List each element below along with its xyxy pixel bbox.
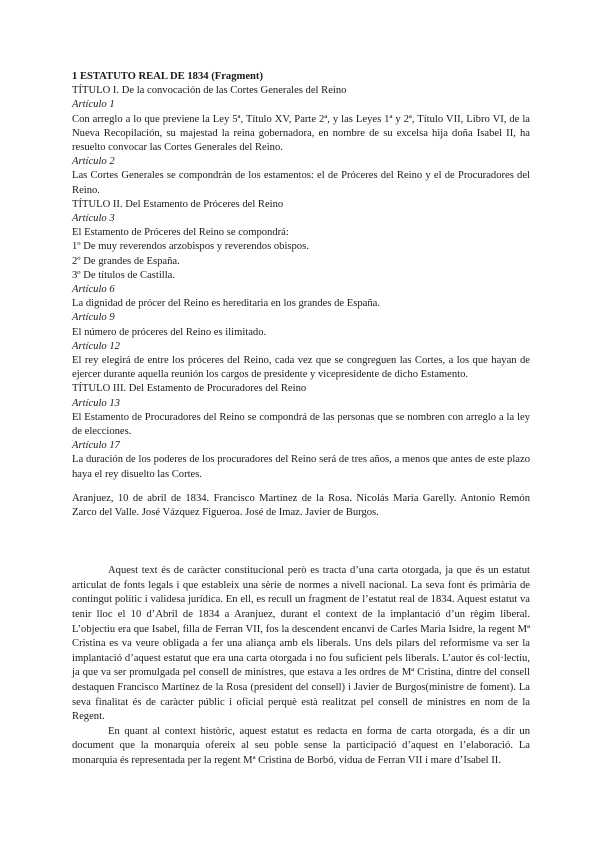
article-12-text: El rey elegirá de entre los próceres del Reino, cada vez que se congreguen las Cortes, a los que hayan de ejercer durante aquella reunión los cargos de presidente y vicepresidente de dicho Estamento. bbox=[72, 355, 530, 381]
titulo-3-heading: TÍTULO III. Del Estamento de Procuradores del Reino bbox=[72, 383, 307, 395]
article-6-label: Artículo 6 bbox=[72, 284, 115, 296]
titulo-2-heading: TÍTULO II. Del Estamento de Próceres del Reino bbox=[72, 198, 284, 210]
signature-line: Aranjuez, 10 de abril de 1834. Francisco Martínez de la Rosa. Nicolás María Garelly. Antonio Remón Zarco del Valle. José Vázquez Figueroa. José de Imaz. Javier de Burgos. bbox=[72, 492, 530, 519]
article-3-item-2: 2º De grandes de España. bbox=[72, 255, 180, 267]
article-9-text: El número de próceres del Reino es ilimitado. bbox=[72, 326, 267, 338]
document-title: 1 ESTATUTO REAL DE 1834 (Fragment) bbox=[72, 71, 263, 82]
article-6-text: La dignidad de prócer del Reino es hereditaria en los grandes de España. bbox=[72, 298, 380, 310]
article-9-label: Artículo 9 bbox=[72, 312, 115, 324]
document-page bbox=[72, 70, 530, 769]
article-17-label: Artículo 17 bbox=[72, 440, 120, 452]
article-3-label: Artículo 3 bbox=[72, 213, 115, 225]
commentary-paragraph-2: En quant al context històric, aquest estatut es redacta en forma de carta otorgada, és a dir un document que la monarquia ofereix al seu poble sense la participació d’aquest en l’elaboració. La monarquia és representada per la regent Mª Cristina de Borbó, vidua de Ferran VII i mare d’Isabel II. bbox=[72, 725, 530, 767]
article-13-text: El Estamento de Procuradores del Reino se compondrá de las personas que se nombren con arreglo a la ley de elecciones. bbox=[72, 411, 530, 438]
article-13-label: Artículo 13 bbox=[72, 397, 120, 409]
article-2-text: Las Cortes Generales se compondrán de los estamentos: el de Próceres del Reino y el de Procuradores del Reino. bbox=[72, 170, 530, 196]
article-17-text: La duración de los poderes de los procuradores del Reino será de tres años, a menos que antes de este plazo haya el rey disuelto las Cortes. bbox=[72, 454, 530, 480]
titulo-1-heading: TÍTULO I. De la convocación de las Cortes Generales del Reino bbox=[72, 85, 347, 97]
article-3-item-1: 1º De muy reverendos arzobispos y reverendos obispos. bbox=[72, 241, 309, 253]
commentary-paragraph-1: Aquest text és de caràcter constitucional però es tracta d’una carta otorgada, ja que és un estatut articulat de fonts legals i que estableix una sèrie de normes a nivell nacional. La seva font és primària de contingut polític i validesa jurídica. En ell, es recull un fragment de l’estatut real de 1834. Aquest estatut va tenir lloc el 10 d’Abril de 1834 a Aranjuez, durant el context de la implantació d’un règim liberal. L’objectiu era que Isabel, filla de Ferran VII, fos la descendent encanvi de Carles Maria Isidre, la regent Mª Cristina es va veure obligada a fer una aliança amb els liberals. Uns dels pilars del reformisme va ser la implantació d’aquest estatut que era una carta otorgada i no fou suficient pels liberals. L’autor és col·lectiu, ja que va ser promulgada pel consell de ministres, que estava a les ordres de Mª Cristina, dintre del consell destaquen Francisco Martínez de la Rosa (president del consell) i Javier de Burgos(ministre de foment). La seva finalitat és de caràcter públic i oficial perquè està realitzat pel consell de ministres en nom de la Regent. bbox=[72, 565, 530, 723]
article-2-label: Artículo 2 bbox=[72, 156, 115, 168]
commentary bbox=[72, 564, 530, 768]
article-12-label: Artículo 12 bbox=[72, 340, 120, 352]
article-3-text: El Estamento de Próceres del Reino se compondrá: bbox=[72, 227, 289, 239]
article-3-item-3: 3º De títulos de Castilla. bbox=[72, 269, 176, 281]
article-1-text: Con arreglo a lo que previene la Ley 5ª, Título XV, Parte 2ª, y las Leyes 1ª y 2ª, Título VII, Libro VI, de la Nueva Recopilación, su majestad la reina gobernadora, en nombre de su excelsa hija doña Isabel II, ha resuelto convocar las Cortes Generales del Reino. bbox=[72, 113, 530, 154]
article-1-label: Artículo 1 bbox=[72, 99, 115, 111]
